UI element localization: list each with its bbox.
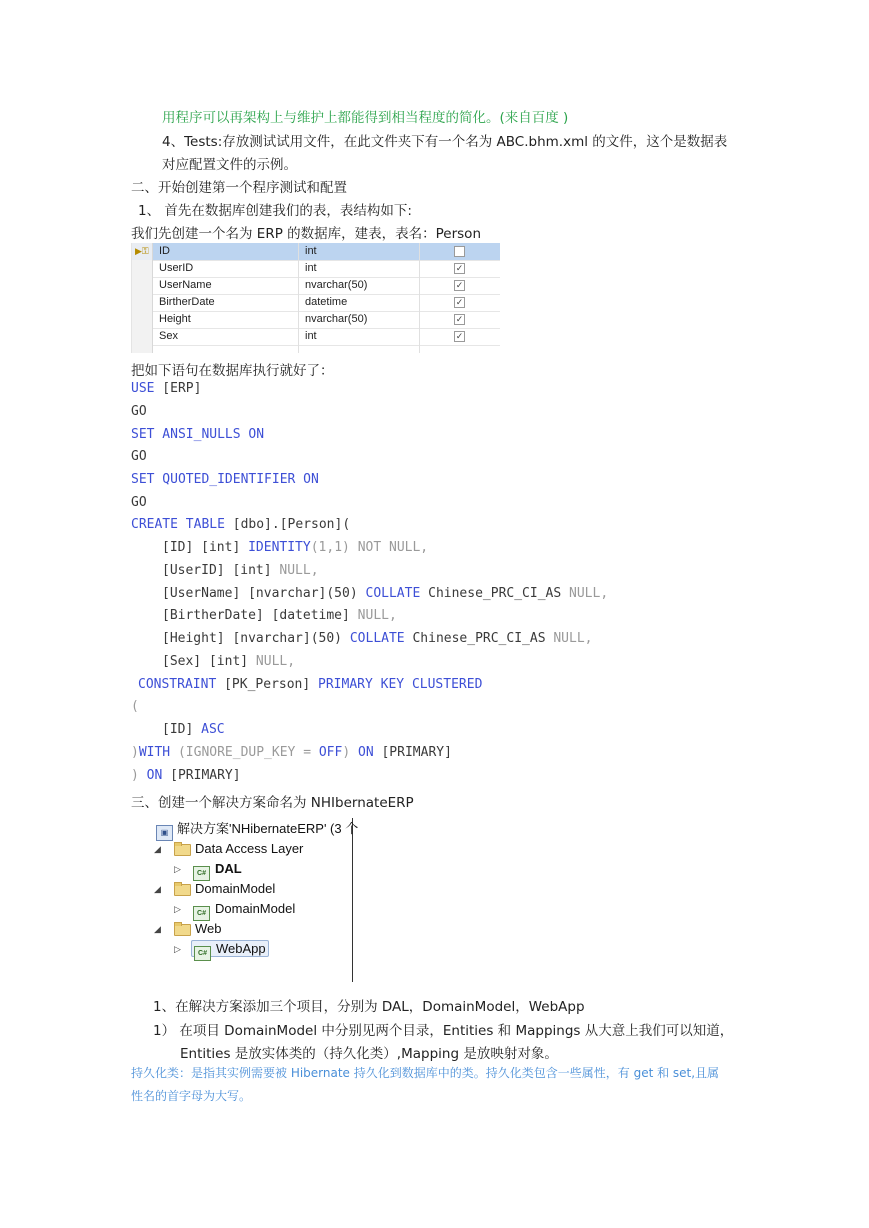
column-type: nvarchar(50) bbox=[305, 313, 368, 325]
sql-line-username: [UserName] [nvarchar](50) COLLATE Chinese_PRC_CI_AS NULL, bbox=[162, 586, 609, 601]
collapse-arrow-icon[interactable]: ◢ bbox=[154, 844, 161, 854]
column-type: int bbox=[305, 262, 317, 274]
web-project-icon: C# bbox=[194, 946, 211, 961]
folder-icon bbox=[174, 842, 190, 854]
expand-arrow-icon[interactable]: ▷ bbox=[174, 904, 181, 914]
table-row-partial bbox=[132, 345, 500, 353]
section3-heading: 三、创建一个解决方案命名为 NHIbernateERP bbox=[131, 795, 414, 811]
table-row[interactable] bbox=[132, 260, 500, 278]
intro-green-line: 用程序可以再架构上与维护上都能得到相当程度的简化。(来自百度 ) bbox=[162, 110, 569, 126]
sql-intro: 把如下语句在数据库执行就好了： bbox=[131, 363, 334, 379]
solution-node[interactable]: ▣ 解决方案'NHibernateERP' (3 个 bbox=[156, 820, 358, 838]
sql-line-constraint: CONSTRAINT [PK_Person] PRIMARY KEY CLUSTERED bbox=[138, 677, 483, 692]
allow-null-checkbox[interactable]: ✓ bbox=[455, 297, 464, 307]
sql-line-go: GO bbox=[131, 449, 147, 464]
column-name: Height bbox=[159, 313, 191, 325]
row-selector[interactable] bbox=[132, 260, 153, 277]
table-row[interactable] bbox=[132, 328, 500, 346]
sql-line-id: [ID] [int] IDENTITY(1,1) NOT NULL, bbox=[162, 540, 429, 555]
folder-node-data-access-layer[interactable]: ◢ Data Access Layer bbox=[154, 841, 304, 856]
sql-line-go: GO bbox=[131, 404, 147, 419]
csharp-project-icon: C# bbox=[193, 906, 210, 921]
folder-node-domainmodel[interactable]: ◢ DomainModel bbox=[154, 881, 276, 896]
step1-text: 1、 首先在数据库创建我们的表，表结构如下: bbox=[138, 203, 412, 219]
column-type: datetime bbox=[305, 296, 348, 308]
row-selector[interactable] bbox=[132, 294, 153, 311]
row-selector[interactable] bbox=[132, 328, 153, 345]
note-line2: 性名的首字母为大写。 bbox=[131, 1089, 252, 1103]
column-type: int bbox=[305, 245, 317, 257]
db-line: 我们先创建一个名为 ERP 的数据库，建表，表名：Person bbox=[131, 226, 481, 242]
column-name: BirtherDate bbox=[159, 296, 215, 308]
item2-line2: Entities 是放实体类的（持久化类）,Mapping 是放映射对象。 bbox=[180, 1046, 558, 1062]
table-row[interactable] bbox=[132, 243, 500, 261]
item2-line1: 1） 在项目 DomainModel 中分别见两个目录，Entities 和 Mappings 从大意上我们可以知道， bbox=[153, 1023, 734, 1039]
expand-arrow-icon[interactable]: ▷ bbox=[174, 864, 181, 874]
allow-null-checkbox[interactable]: ✓ bbox=[455, 331, 464, 341]
sql-line-set-quoted: SET QUOTED_IDENTIFIER ON bbox=[131, 472, 319, 487]
sql-line-on-primary: ) ON [PRIMARY] bbox=[131, 768, 241, 783]
sql-line-create: CREATE TABLE [dbo].[Person]( bbox=[131, 517, 351, 532]
column-name: ID bbox=[159, 245, 170, 257]
row-selector[interactable] bbox=[132, 277, 153, 294]
table-row[interactable] bbox=[132, 294, 500, 312]
column-type: nvarchar(50) bbox=[305, 279, 368, 291]
column-name: UserID bbox=[159, 262, 194, 274]
sql-line-with: )WITH (IGNORE_DUP_KEY = OFF) ON [PRIMARY] bbox=[131, 745, 452, 760]
sql-line-open-paren: ( bbox=[131, 699, 139, 714]
allow-null-checkbox[interactable] bbox=[454, 246, 465, 257]
csharp-project-icon: C# bbox=[193, 866, 210, 881]
key-icon: ▶⚿ bbox=[135, 246, 149, 256]
item4-line2: 对应配置文件的示例。 bbox=[162, 157, 297, 173]
project-node-domainmodel[interactable]: ▷ C# DomainModel bbox=[174, 900, 295, 918]
column-name: Sex bbox=[159, 330, 178, 342]
sql-line-use: USE [ERP] bbox=[131, 381, 202, 396]
collapse-arrow-icon[interactable]: ◢ bbox=[154, 884, 161, 894]
table-design-grid bbox=[131, 243, 500, 353]
allow-null-checkbox[interactable]: ✓ bbox=[455, 314, 464, 324]
folder-icon bbox=[174, 922, 190, 934]
row-selector[interactable] bbox=[132, 243, 153, 260]
section2-heading: 二、开始创建第一个程序测试和配置 bbox=[131, 180, 347, 196]
sql-line-sex: [Sex] [int] NULL, bbox=[162, 654, 296, 669]
column-type: int bbox=[305, 330, 317, 342]
row-selector[interactable] bbox=[132, 311, 153, 328]
note-line1: 持久化类：是指其实例需要被 Hibernate 持久化到数据库中的类。持久化类包含一些属性，有 get 和 set,且属 bbox=[131, 1066, 720, 1080]
item1-text: 1、在解决方案添加三个项目，分别为 DAL，DomainModel，WebApp bbox=[153, 999, 585, 1015]
sql-line-userid: [UserID] [int] NULL, bbox=[162, 563, 319, 578]
table-row[interactable] bbox=[132, 311, 500, 329]
item4-line1: 4、Tests:存放测试试用文件，在此文件夹下有一个名为 ABC.bhm.xml 的文件，这个是数据表 bbox=[162, 134, 728, 150]
sql-line-go: GO bbox=[131, 495, 147, 510]
allow-null-checkbox[interactable]: ✓ bbox=[455, 280, 464, 290]
collapse-arrow-icon[interactable]: ◢ bbox=[154, 924, 161, 934]
folder-node-web[interactable]: ◢ Web bbox=[154, 921, 222, 936]
project-node-dal[interactable]: ▷ C# DAL bbox=[174, 860, 242, 878]
sql-line-height: [Height] [nvarchar](50) COLLATE Chinese_PRC_CI_AS NULL, bbox=[162, 631, 593, 646]
sql-line-id-asc: [ID] ASC bbox=[162, 722, 225, 737]
folder-icon bbox=[174, 882, 190, 894]
sql-line-birtherdate: [BirtherDate] [datetime] NULL, bbox=[162, 608, 397, 623]
solution-explorer bbox=[150, 818, 359, 982]
table-row[interactable] bbox=[132, 277, 500, 295]
expand-arrow-icon[interactable]: ▷ bbox=[174, 944, 181, 954]
sql-line-set-ansi: SET ANSI_NULLS ON bbox=[131, 427, 265, 442]
column-name: UserName bbox=[159, 279, 212, 291]
solution-icon: ▣ bbox=[156, 825, 173, 841]
allow-null-checkbox[interactable]: ✓ bbox=[455, 263, 464, 273]
project-node-webapp[interactable]: ▷ C# WebApp bbox=[174, 940, 269, 958]
